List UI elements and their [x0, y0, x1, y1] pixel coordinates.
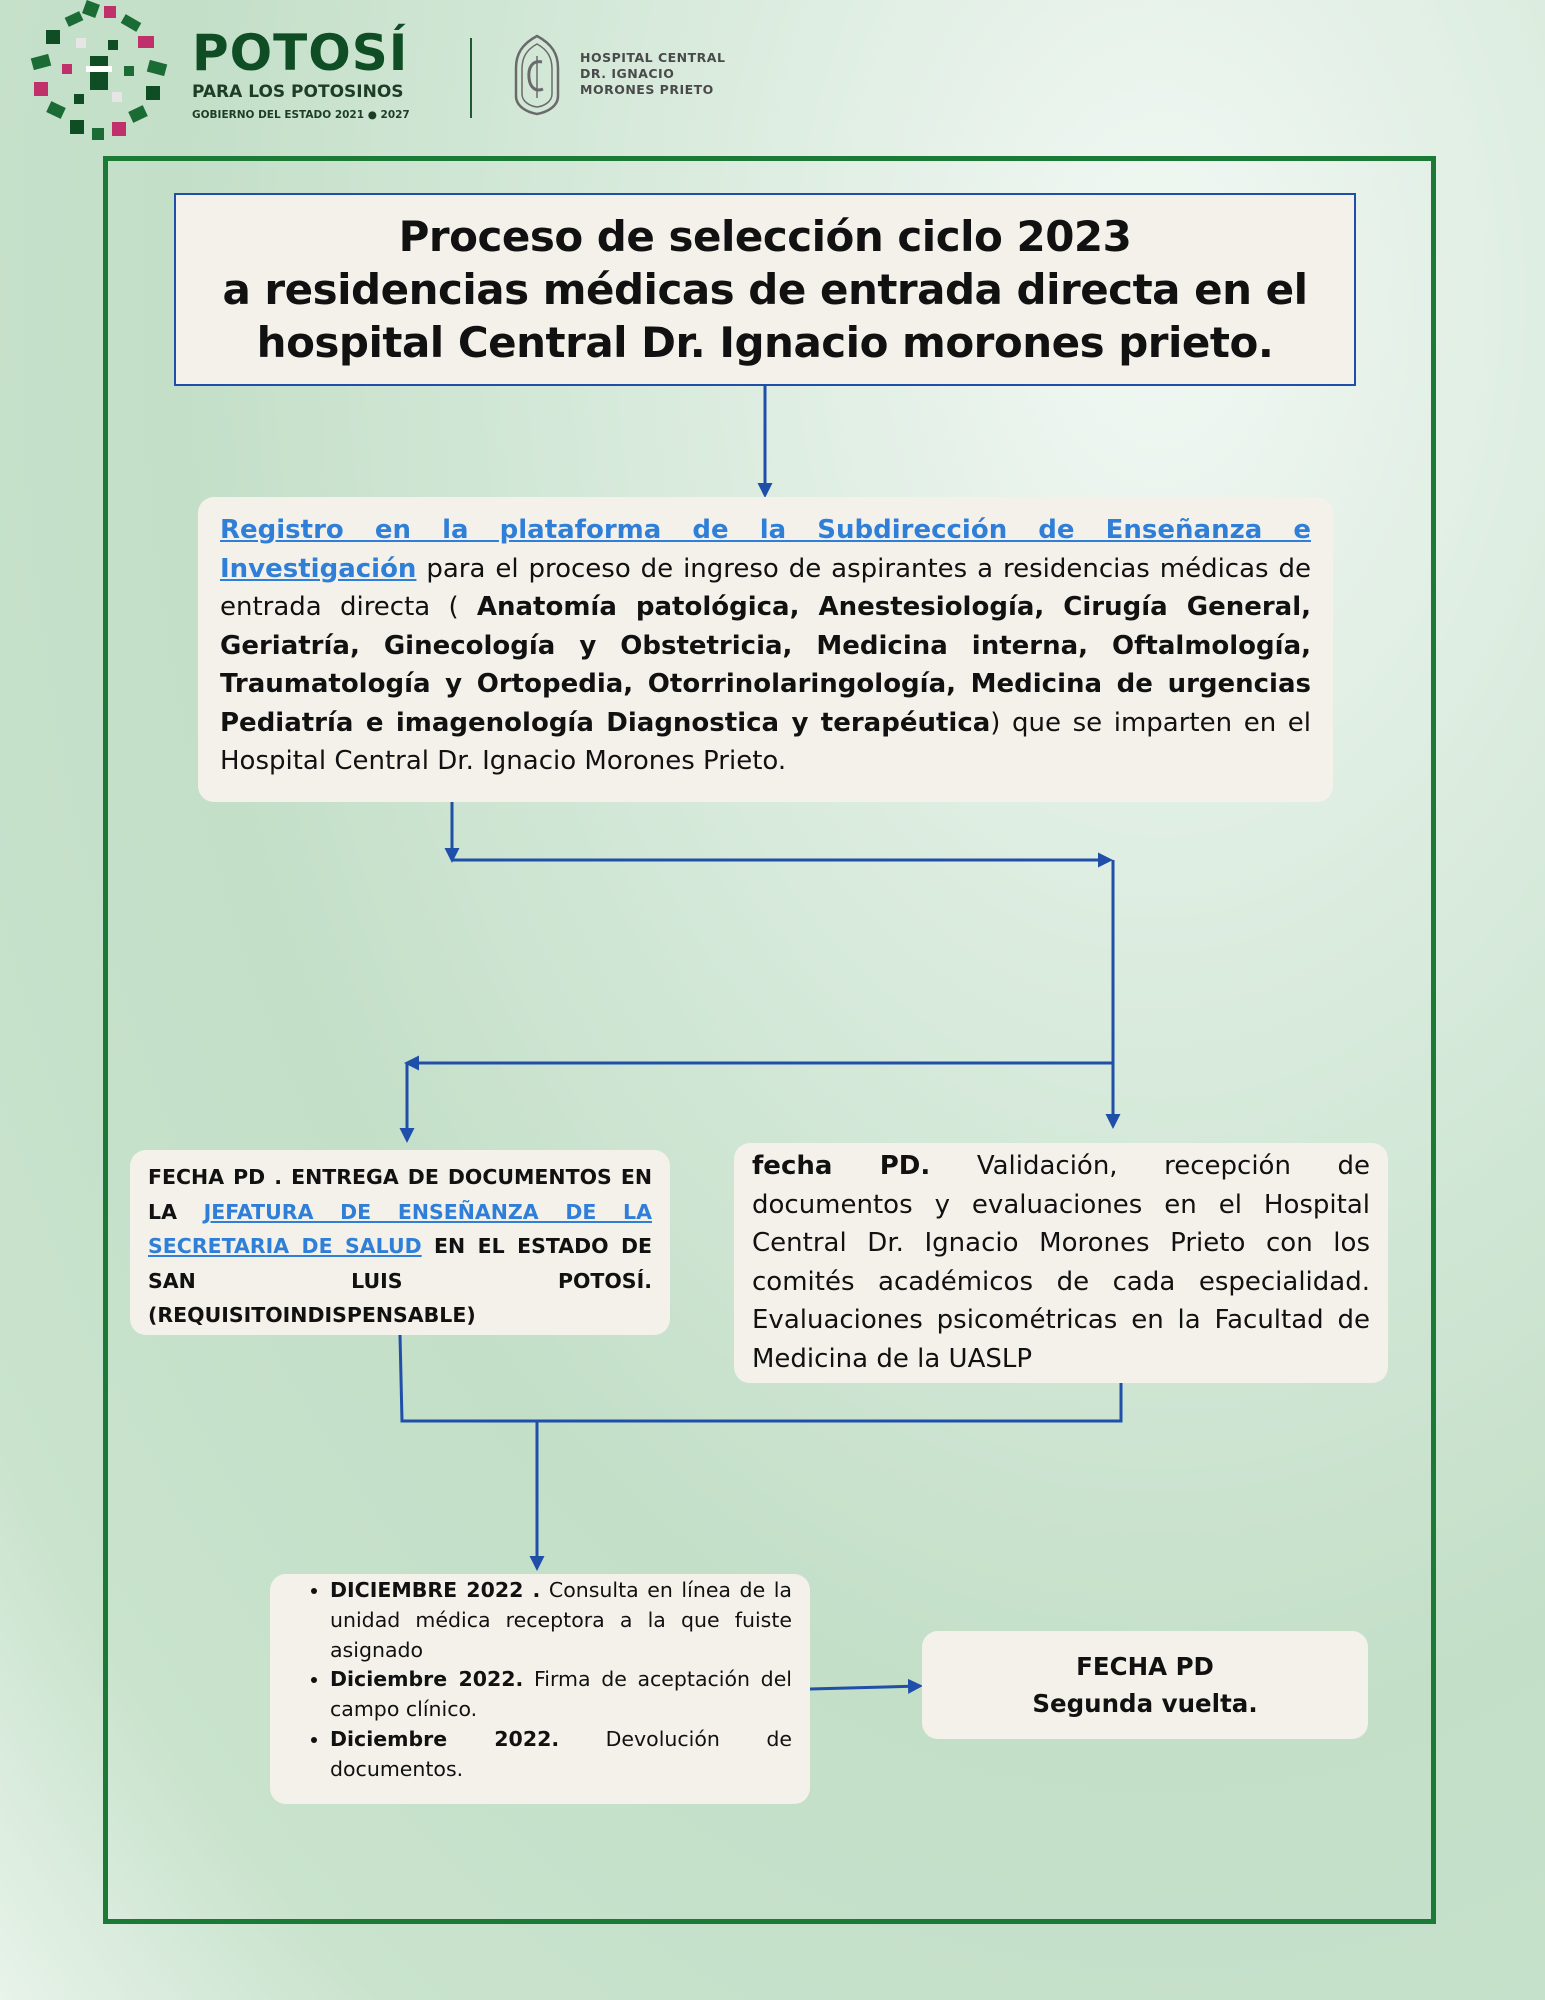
title-line3: hospital Central Dr. Ignacio morones prieto.	[256, 318, 1274, 367]
registro-box	[198, 497, 1333, 802]
validacion-box	[734, 1143, 1388, 1383]
registro-platform-link[interactable]: Registro en la plataforma de la Subdirección de Enseñanza e Investigación	[220, 515, 1311, 584]
hospital-name-line3: MORONES PRIETO	[580, 82, 714, 97]
segunda-vuelta-box	[922, 1631, 1368, 1739]
segunda-label: Segunda vuelta.	[1032, 1689, 1258, 1718]
entrega-documentos-box	[130, 1150, 670, 1335]
item-text: Firma de aceptación del campo clínico.	[330, 1667, 793, 1722]
list-item	[330, 1725, 792, 1785]
validacion-text: Validación, recepción de documentos y evaluaciones en el Hospital Central Dr. Ignacio Morones Prieto con los comités académicos de cada especialidad. Evaluaciones psicométricas en la Facultad de Medicina de la UASLP	[752, 1151, 1370, 1374]
item-date: Diciembre 2022.	[330, 1726, 560, 1751]
entrega-prefix: FECHA PD . ENTREGA DE DOCUMENTOS EN LA	[148, 1165, 652, 1224]
registro-outro: ) que se imparten en el Hospital Central Dr. Ignacio Morones Prieto.	[220, 707, 1311, 776]
item-date: Diciembre 2022.	[330, 1667, 524, 1692]
item-text: Consulta en línea de la unidad médica receptora a la que fuiste asignado	[330, 1578, 792, 1662]
diciembre-list	[288, 1576, 792, 1785]
validacion-date: fecha PD.	[752, 1151, 931, 1181]
list-item	[330, 1576, 792, 1665]
item-date: DICIEMBRE 2022 .	[330, 1578, 541, 1602]
title-line1: Proceso de selección ciclo 2023	[398, 212, 1132, 261]
entrega-suffix: EN EL ESTADO DE SAN LUIS POTOSÍ. (REQUISITOINDISPENSABLE)	[148, 1234, 653, 1327]
brand-government: GOBIERNO DEL ESTADO 2021 ● 2027	[192, 109, 410, 121]
list-item	[330, 1665, 792, 1725]
process-title-box	[174, 193, 1356, 386]
arrow-diciembre-to-segunda	[810, 1686, 920, 1689]
hospital-name-line1: HOSPITAL CENTRAL	[580, 50, 726, 65]
jefatura-ensenanza-link[interactable]: JEFATURA DE ENSEÑANZA DE LA SECRETARIA DE SALUD	[148, 1199, 652, 1258]
title-line2: a residencias médicas de entrada directa en el	[222, 265, 1308, 314]
item-text: Devolución de documentos.	[330, 1726, 793, 1781]
brand-title: POTOSÍ	[192, 24, 409, 82]
segunda-date: FECHA PD	[1076, 1652, 1214, 1681]
brand-subtitle: PARA LOS POTOSINOS	[192, 82, 404, 102]
process-title	[222, 210, 1307, 369]
diciembre-box	[270, 1574, 810, 1804]
registro-especialidades: Anatomía patológica, Anestesiología, Cirugía General, Geriatría, Ginecología y Obstetricia, Medicina interna, Oftalmología, Traumatología y Ortopedia, Otorrinolaringología, Medicina de urgencias Pediatría e imagenología Diagnostica y terapéutica	[220, 592, 1311, 738]
registro-intro: para el proceso de ingreso de aspirantes a residencias médicas de entrada directa (	[220, 553, 1311, 622]
hospital-name-line2: DR. IGNACIO	[580, 66, 675, 81]
